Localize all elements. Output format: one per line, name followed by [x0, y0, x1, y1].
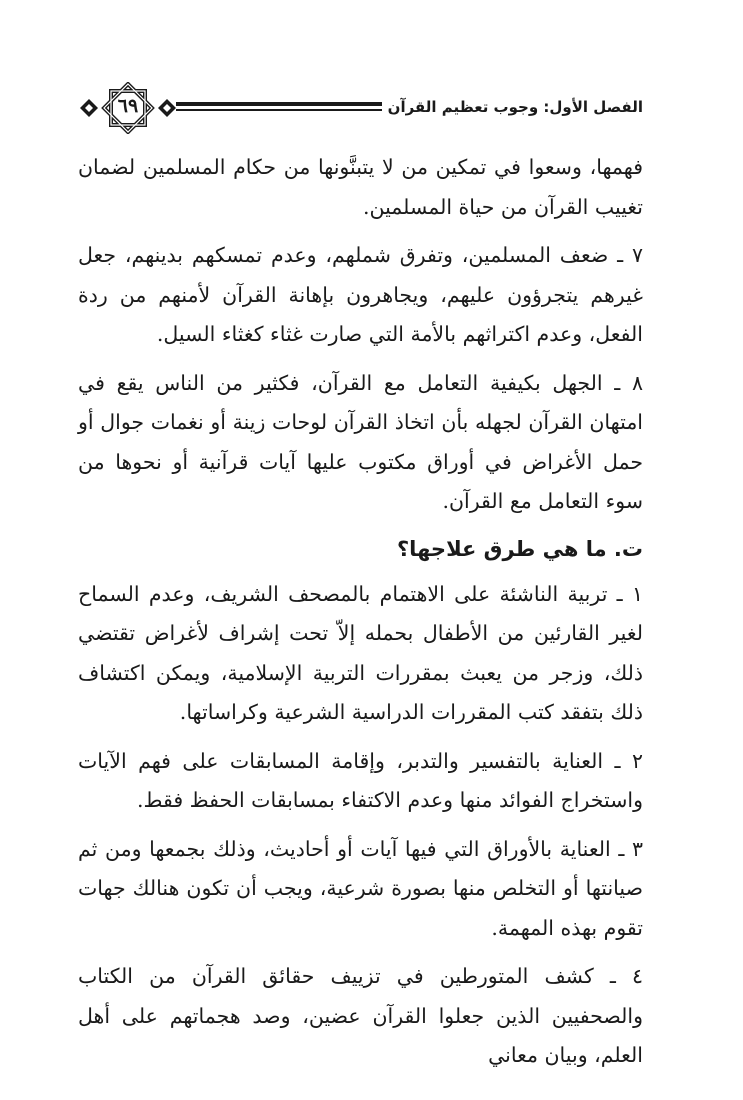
page-content	[78, 148, 643, 1085]
remedy-3-paragraph: ٣ ـ العناية بالأوراق التي فيها آيات أو أحاديث، وذلك بجمعها ومن ثم صيانتها أو التخلص منها بصورة شرعية، ويجب أن تكون هنالك جهات تقوم بهذه المهمة.	[78, 836, 643, 940]
section-heading: ت. ما هي طرق علاجها؟	[397, 536, 643, 561]
cause-8-paragraph: ٨ ـ الجهل بكيفية التعامل مع القرآن، فكثير من الناس يقع في امتهان القرآن لجهله بأن اتخاذ القرآن لوحات زينة أو نغمات جوال أو حمل الأغراض في أوراق مكتوب عليها آيات قرآنية أو نحوها من سوء التعامل مع القرآن.	[78, 370, 643, 513]
cause-7-paragraph: ٧ ـ ضعف المسلمين، وتفرق شملهم، وعدم تمسكهم بدينهم، جعل غيرهم يتجرؤون عليهم، ويجاهرون بإهانة القرآن لأمنهم من ردة الفعل، وعدم اكتراثهم بالأمة التي صارت غثاء كغثاء السيل.	[78, 243, 643, 346]
chapter-title: الفصل الأول: وجوب تعظيم القرآن	[382, 94, 643, 120]
remedy-1-paragraph: ١ ـ تربية الناشئة على الاهتمام بالمصحف الشريف، وعدم السماح لغير القارئين من الأطفال بحمله إلاّ تحت إشراف لأغراض تقتضي ذلك، وزجر من يعبث بمقررات التربية الإسلامية، ويمكن اكتشاف ذلك بتفقد كتب المقررات الدراسية الشرعية وكراساتها.	[78, 581, 643, 724]
intro-paragraph: فهمها، وسعوا في تمكين من لا يتبنَّونها من حكام المسلمين لضمان تغييب القرآن من حياة المسلمين.	[78, 155, 643, 219]
page-header	[78, 82, 643, 134]
page-number: ٦٩	[117, 95, 139, 117]
remedy-2-paragraph: ٢ ـ العناية بالتفسير والتدبر، وإقامة المسابقات على فهم الآيات واستخراج الفوائد منها وعدم الاكتفاء بمسابقات الحفظ فقط.	[78, 748, 643, 812]
remedy-4-paragraph: ٤ ـ كشف المتورطين في تزييف حقائق القرآن من الكتاب والصحفيين الذين جعلوا القرآن عضين، وصد هجماتهم على أهل العلم، وبيان معاني	[78, 964, 643, 1067]
